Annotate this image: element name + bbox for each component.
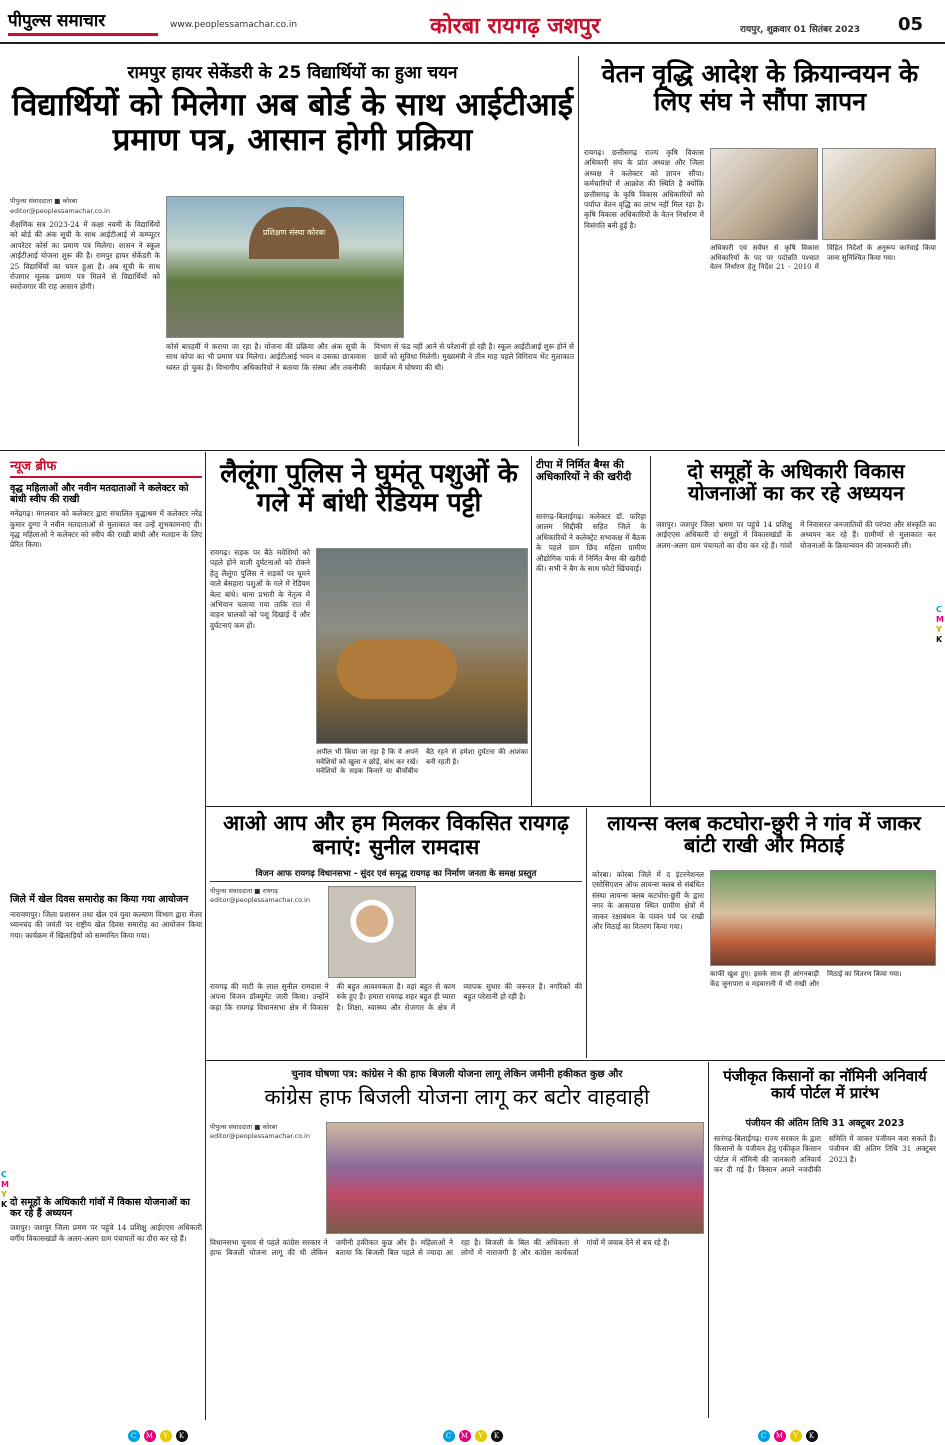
section-rule-2 <box>206 806 945 807</box>
cmyk-group-1 <box>126 1423 190 1442</box>
footer-dot-y2: Y <box>475 1430 487 1442</box>
story1-byline: पीपुल्स संवाददाता ■ कोरबा <box>10 197 78 205</box>
story2-caption: अधिकारी एवं सर्वेयर से कृषि विकास अधिकारियों के पद पर पदोन्नति पश्चात वेतन निर्धारण हेतु निर्देश 21 - 2010 में विहित निर्देशों के अनुरूप कार्रवाई किया जाना सुनिश्चित किया गया। <box>710 244 936 271</box>
cmyk-m-right: M <box>936 615 944 624</box>
story8-byline: पीपुल्स संवाददाता ■ कोरबा <box>210 1123 278 1131</box>
newsbrief-item3-body: जशपुर। जशपुर जिला प्रमण पर पहुंचे 14 प्रशिक्षु आईएएस अधिकारी वर्गीय विकासखंडों के अलग-अलग ग्राम पंचायतों का दौरा कर रहे हैं। <box>10 1223 202 1243</box>
newsbrief-item3-headline: दो समूहों के अधिकारी गांवों में विकास योजनाओं का कर रहे हैं अध्ययन <box>10 1196 190 1219</box>
dateline: रायपुर, शुक्रवार 01 सितंबर 2023 <box>740 25 860 35</box>
cmyk-group-2 <box>441 1423 505 1442</box>
page-number: 05 <box>898 14 924 35</box>
story6-body: रायगढ़ की माटी के लाल सुनील रामदास ने अपना विजन डॉक्यूमेंट जारी किया। उन्होंने कहा कि रायगढ़ विधानसभा क्षेत्र में विकास की बहुत आवश्यकता है। वहां बहुत से काम रुके हुए हैं। हमारा रायगढ़ शहर बहुत ही प्यारा है। शिक्षा, स्वास्थ्य और रोजगार के क्षेत्र में व्यापक सुधार की जरूरत है। नगरिकों की बहुत परेशानी हो रही है। <box>210 982 582 1012</box>
story6-email: editor@peoplessamachar.co.in <box>210 896 310 904</box>
cmyk-c: C <box>1 1170 7 1179</box>
cmyk-m: M <box>1 1180 9 1189</box>
story9-subhead: पंजीयन की अंतिम तिथि 31 अक्टूबर 2023 <box>745 1118 905 1129</box>
footer-dot-c1: C <box>128 1430 140 1442</box>
footer-dot-m3: M <box>774 1430 786 1442</box>
story4-divider <box>650 456 651 806</box>
story5-body: जशपुर। जशपुर जिला भ्रमण पर पहुंचे 14 प्रशिक्षु आईएएस अधिकारी दो समूहों में विकासखंडों के अलग-अलग ग्राम पंचायतों का दौरा कर रहे हैं। गांवों में निवासरत जनजातियों की परंपरा और संस्कृति का अध्ययन कर रहे हैं। ग्रामीणों से मुलाकात कर योजनाओं के क्रियान्वयन की जानकारी ली। <box>656 520 936 550</box>
story7-headline: लायन्स क्लब कटघोरा-छुरी ने गांव में जाकर बांटी राखी और मिठाई <box>607 811 921 858</box>
cmyk-y-right: Y <box>936 625 942 634</box>
newsbrief-divider <box>205 452 206 1420</box>
cmyk-y: Y <box>1 1190 7 1199</box>
newsbrief-item1-body: मनेंद्रगढ़। मंगलवार को कलेक्टर द्वारा संचालित वृद्धाश्रम में कलेक्टर नरेंद्र कुमार दुग्गा ने नवीन मतदाताओं से मुलाकात कर उन्हें शुभकामनाएं दी। वृद्ध महिलाओं ने कलेक्टर को स्वीप की राखी बांधी और मतदान के लिए प्रेरित किया। <box>10 509 202 550</box>
masthead <box>0 0 945 44</box>
cmyk-marks-left <box>1 1170 9 1210</box>
story1-body-left: शैक्षणिक सत्र 2023-24 में कक्षा नवमी के विद्यार्थियों को बोर्ड की अंक सूची के साथ आईटीआई से कम्प्यूटर आपरेटर कोर्स का प्रमाण पत्र मिलेगा। शासन ने स्कूल आईटीआई योजना शुरू की है। रामपुर हायर सेकेंडरी के 25 विद्यार्थियों का चयन हुआ है। अब सूची के साथ रोजगार मूलक प्रमाण पत्र मिलने से विद्यार्थियों को स्वरोजगार की राह आसान होगी। <box>10 220 160 292</box>
newsbrief-item1-headline: वृद्ध महिलाओं और नवीन मतदाताओं ने कलेक्टर को बांधी स्वीप की राखी <box>10 483 189 505</box>
newsbrief-column <box>10 456 202 1436</box>
story6-subhead: विजन आफ रायगढ़ विधानसभा - सुंदर एवं समृद्ध रायगढ़ का निर्माण जनता के समक्ष प्रस्तुत <box>210 868 582 882</box>
newsbrief-item2-headline: जिले में खेल दिवस समारोह का किया गया आयोजन <box>10 894 189 906</box>
story9-body: सारंगढ़-बिलाईगढ़। राज्य सरकार के द्वारा किसानों के पंजीयन हेतु एकीकृत किसान पोर्टल में नॉमिनी की जानकारी अनिवार्य कर दी गई है। किसान अपने नजदीकी समिति में जाकर पंजीयन करा सकते हैं। पंजीयन की अंतिम तिथि 31 अक्टूबर 2023 है। <box>714 1134 936 1175</box>
footer-cmyk-bar <box>0 1422 945 1442</box>
story3-body: रायगढ़। सड़क पर बैठे मवेशियों को पहले होने वाली दुर्घटनाओं को रोकने हेतु लैलूंगा पुलिस ने सड़कों पर घूमने वाले बेसहारा पशुओं के गले में रेडियम बेल्ट बांधे। थाना प्रभारी के नेतृत्व में अभियान चलाया गया ताकि रात में वाहन चालकों को पशु दिखाई दें और दुर्घटनाएं कम हों। <box>210 548 310 630</box>
footer-dot-k2: K <box>491 1430 503 1442</box>
story6-byline: पीपुल्स संवाददाता ■ रायगढ़ <box>210 887 278 895</box>
section-title: कोरबा रायगढ़ जशपुर <box>430 14 601 39</box>
cmyk-c-right: C <box>936 605 942 614</box>
logo-text: पीपुल्स समाचार <box>8 11 106 31</box>
story2-body: रायगढ़। छत्तीसगढ़ राज्य कृषि विकास अधिकारी संघ के प्रांत अध्यक्ष और जिला अध्यक्ष ने कलेक्टर को ज्ञापन सौंपा। कर्मचारियों में आक्रोश की स्थिति है क्योंकि छत्तीसगढ़ के कृषि विकास अधिकारियों को पर्याप्त वेतन वृद्धि का लाभ नहीं मिल रहा है। कृषि विकास अधिकारियों के वेतन निर्धारण में विसंगति बनी हुई है। <box>584 148 704 230</box>
story1-photo <box>166 196 404 338</box>
story8-headline: कांग्रेस हाफ बिजली योजना लागू कर बटोर वाहवाही <box>264 1085 650 1109</box>
footer-dot-c3: C <box>758 1430 770 1442</box>
story8-email: editor@peoplessamachar.co.in <box>210 1132 310 1140</box>
story8-kicker: चुनाव घोषणा पत्र: कांग्रेस ने की हाफ बिजली योजना लागू लेकिन जमीनी हकीकत कुछ और <box>291 1069 623 1080</box>
cmyk-group-3 <box>756 1423 820 1442</box>
story4-headline: टीपा में निर्मित बैग्स की अधिकारियों ने की खरीदी <box>536 459 632 483</box>
story9-headline: पंजीकृत किसानों का नॉमिनी अनिवार्य कार्य पोर्टल में प्रारंभ <box>723 1067 927 1102</box>
story1-photo-sign: प्रशिक्षण संस्था कोरबा <box>249 207 339 259</box>
newsbrief-item2-body: नारायणपुर। जिला प्रशासन तथा खेल एवं युवा कल्याण विभाग द्वारा मेजर ध्यानचंद की जयंती पर राष्ट्रीय खेल दिवस समारोह का आयोजन किया गया। कार्यक्रम में खिलाड़ियों को सम्मानित किया गया। <box>10 909 202 940</box>
story3-divider <box>531 456 532 806</box>
footer-dot-m1: M <box>144 1430 156 1442</box>
section-rule-3 <box>206 1060 945 1061</box>
story3-photo <box>316 548 528 744</box>
story8-photo <box>326 1122 704 1234</box>
story8-divider <box>708 1062 709 1418</box>
footer-dot-y1: Y <box>160 1430 172 1442</box>
section-rule-1 <box>0 450 945 451</box>
story6-headline: आओ आप और हम मिलकर विकसित रायगढ़ बनाएं: सुनील रामदास <box>223 811 569 859</box>
story2-photo-left <box>710 148 818 240</box>
masthead-logo <box>8 8 158 36</box>
masthead-rule <box>0 42 945 44</box>
story1-email: editor@peoplessamachar.co.in <box>10 207 110 215</box>
story8-body: विधानसभा चुनाव से पहले कांग्रेस सरकार ने हाफ बिजली योजना लागू की थी लेकिन जमीनी हकीकत कुछ और है। महिलाओं ने बताया कि बिजली बिल पहले से ज्यादा आ रहा है। बिजली के बिल की अधिकता से लोगों में नाराजगी है और कांग्रेस कार्यकर्ता गांवों में जवाब देने से बच रहे हैं। <box>210 1238 670 1258</box>
cmyk-k-right: K <box>936 635 943 644</box>
story7-caption: काफी खुश हुए। इसके साथ ही आंगनबाड़ी केंद्र जुनापारा व मड़वारानी में भी राखी और मिठाई का वितरण किया गया। <box>710 970 902 988</box>
website: www.peoplessamachar.co.in <box>170 20 298 30</box>
footer-dot-c2: C <box>443 1430 455 1442</box>
story3-headline: लैलूंगा पुलिस ने घुमंतू पशुओं के गले में बांधी रेडियम पट्टी <box>220 459 518 519</box>
cmyk-k: K <box>1 1200 8 1209</box>
story3-caption: अपील भी किया जा रहा है कि वे अपने मवेशियों को खुला न छोड़ें, बांध कर रखें। मवेशियों के सड़क किनारे या बीचोंबीच बैठे रहने से हमेशा दुर्घटना की आशंका बनी रहती है। <box>316 748 528 775</box>
footer-dot-k3: K <box>806 1430 818 1442</box>
story6-divider <box>586 808 587 1058</box>
story6-portrait <box>328 886 416 978</box>
story2-photo-right <box>822 148 936 240</box>
story7-photo <box>710 870 936 966</box>
newsbrief-title: न्यूज ब्रीफ <box>10 456 202 478</box>
cmyk-marks-right <box>936 605 944 645</box>
footer-dot-k1: K <box>176 1430 188 1442</box>
story1-kicker: रामपुर हायर सेकेंडरी के 25 विद्यार्थियों का हुआ चयन <box>127 63 458 83</box>
story1-divider <box>578 56 579 446</box>
story3-photo-cow <box>337 639 457 699</box>
story1-headline: विद्यार्थियों को मिलेगा अब बोर्ड के साथ आईटीआई प्रमाण पत्र, आसान होगी प्रक्रिया <box>12 87 573 158</box>
footer-dot-y3: Y <box>790 1430 802 1442</box>
story2-headline: वेतन वृद्धि आदेश के क्रियान्वयन के लिए संघ ने सौंपा ज्ञापन <box>601 59 919 116</box>
story1-body-right: कोर्स बारहवीं में कराया जा रहा है। योजना की प्रक्रिया और अंक सूची के साथ कोपा का भी प्रमाण पत्र मिलेगा। आईटीआई भवन व उसका छात्रावास ध्वस्त हो चुका है। विभागीय अधिकारियों ने बताया कि संस्था और तकनीकी विभाग से फंड नहीं आने से परेशानी हो रही है। स्कूल आईटीआई शुरू होने से छात्रों को सुविधा मिलेगी। मुख्यमंत्री ने तीन माह पहले विगिराय भेंट मुलाकात कार्यक्रम में घोषणा की थी। <box>166 342 574 372</box>
story5-headline: दो समूहों के अधिकारी विकास योजनाओं का कर रहे अध्ययन <box>687 459 905 506</box>
footer-dot-m2: M <box>459 1430 471 1442</box>
story7-body: कोरबा। कोरबा जिले में द इंटरनेशनल एसोसिएशन ऑफ लायन्स क्लब से संबंधित संस्था लायन्स क्लब कटघोरा-छुरी के द्वारा नगर के आसपास स्थित ग्रामीण क्षेत्रों में जाकर रक्षाबंधन के पावन पर्व पर राखी और मिठाई का वितरण किया गया। <box>592 870 704 932</box>
story4-body: सारंगढ़-बिलाईगढ़। कलेक्टर डॉ. फरिहा आलम सिद्दीकी सहित जिले के अधिकारियों ने कलेक्ट्रेट सभाकक्ष में बैठक के पहले ग्राम छिंद महिला ग्रामीण औद्योगिक पार्क में निर्मित बैग्स की खरीदी की। सभी ने बैग के साथ फोटो खिंचवाई। <box>536 512 646 574</box>
